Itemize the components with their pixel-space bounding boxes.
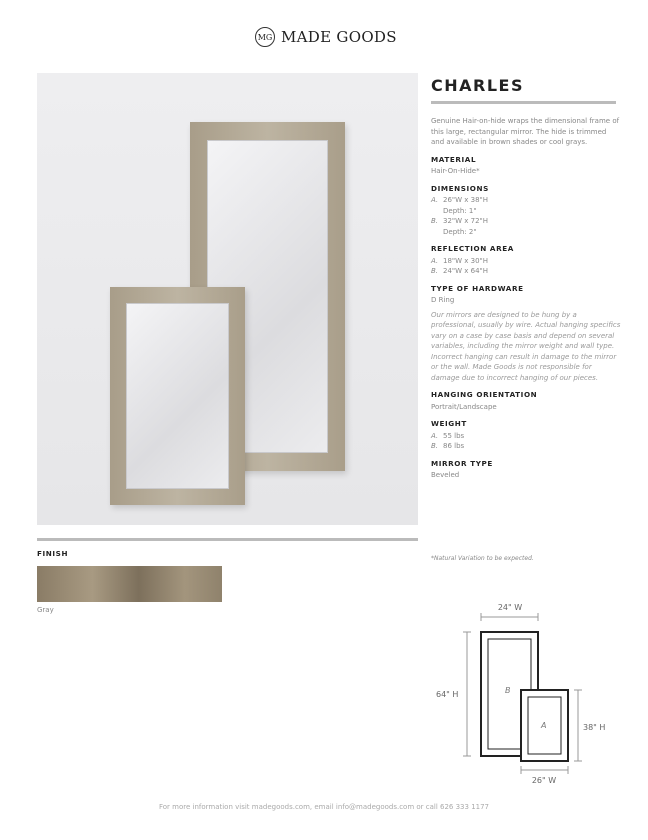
product-description: Genuine Hair-on-hide wraps the dimensional frame of this large, rectangular mirror. The hide is trimmed and available in brown shades or cool grays. [431, 117, 620, 146]
mirror-b-label: B [505, 686, 511, 695]
weight-b: 86 lbs [443, 442, 465, 450]
depth-b: Depth: 2" [443, 227, 477, 236]
reflection-heading: REFLECTION AREA [431, 244, 514, 253]
product-photo [37, 73, 418, 525]
key-b: B. [431, 267, 439, 275]
mirror-a-frame [110, 287, 245, 505]
reflection-b: 24"W x 64"H [443, 267, 489, 275]
natural-variation-note: *Natural Variation to be expected. [431, 555, 534, 562]
reflection-a: 18"W x 30"H [443, 256, 489, 265]
mirror-type-heading: MIRROR TYPE [431, 458, 493, 468]
top-width-label: 24" W [497, 603, 523, 612]
orientation-value: Portrait/Landscape [431, 402, 497, 411]
mirror-type-value: Beveled [431, 471, 460, 479]
brand-logo [255, 27, 397, 47]
footer-contact: For more information visit madegoods.com, email info@madegoods.com or call 626 333 1177 [158, 803, 490, 811]
weight-a: 55 lbs [443, 431, 465, 440]
monogram-icon: MG [255, 27, 275, 47]
finish-swatch-label: Gray [37, 606, 54, 614]
mirror-a-label: A [541, 721, 547, 730]
key-b: B. [431, 217, 439, 225]
bottom-width-label: 26" W [531, 776, 557, 785]
product-title: CHARLES [431, 76, 524, 95]
mirror-a-glass [126, 303, 229, 489]
orientation-heading: HANGING ORIENTATION [431, 390, 538, 399]
material-value: Hair-On-Hide* [431, 167, 480, 175]
dimensions-heading: DIMENSIONS [431, 183, 489, 193]
weight-heading: WEIGHT [431, 419, 467, 428]
hardware-heading: TYPE OF HARDWARE [431, 283, 524, 293]
finish-swatch [37, 566, 222, 602]
title-divider [431, 101, 616, 104]
key-a: A. [431, 256, 439, 265]
key-b: B. [431, 442, 439, 450]
key-a: A. [431, 196, 439, 204]
finish-heading: FINISH [37, 549, 69, 558]
hardware-value: D Ring [431, 296, 455, 304]
right-height-label: 38" H [583, 723, 606, 732]
dimension-diagram [430, 600, 610, 790]
material-heading: MATERIAL [431, 154, 477, 164]
brand-name: MADE GOODS [281, 28, 397, 46]
hanging-note: Our mirrors are designed to be hung by a professional, usually by wire. Actual hanging specifics vary on a case by case basis and depend on several variables, including the mirror weight and wall type. Incorrect hanging can result in damage to the mirror or the wall. Made Goods is not responsible for damage due to incorrect hanging of our pieces. [431, 310, 621, 382]
finish-divider [37, 538, 418, 541]
left-height-label: 64" H [436, 690, 459, 699]
dim-b: 32"W x 72"H [443, 217, 489, 225]
depth-a: Depth: 1" [443, 206, 477, 215]
dim-a: 26"W x 38"H [443, 196, 489, 204]
key-a: A. [431, 431, 439, 440]
spec-panel [431, 116, 621, 481]
